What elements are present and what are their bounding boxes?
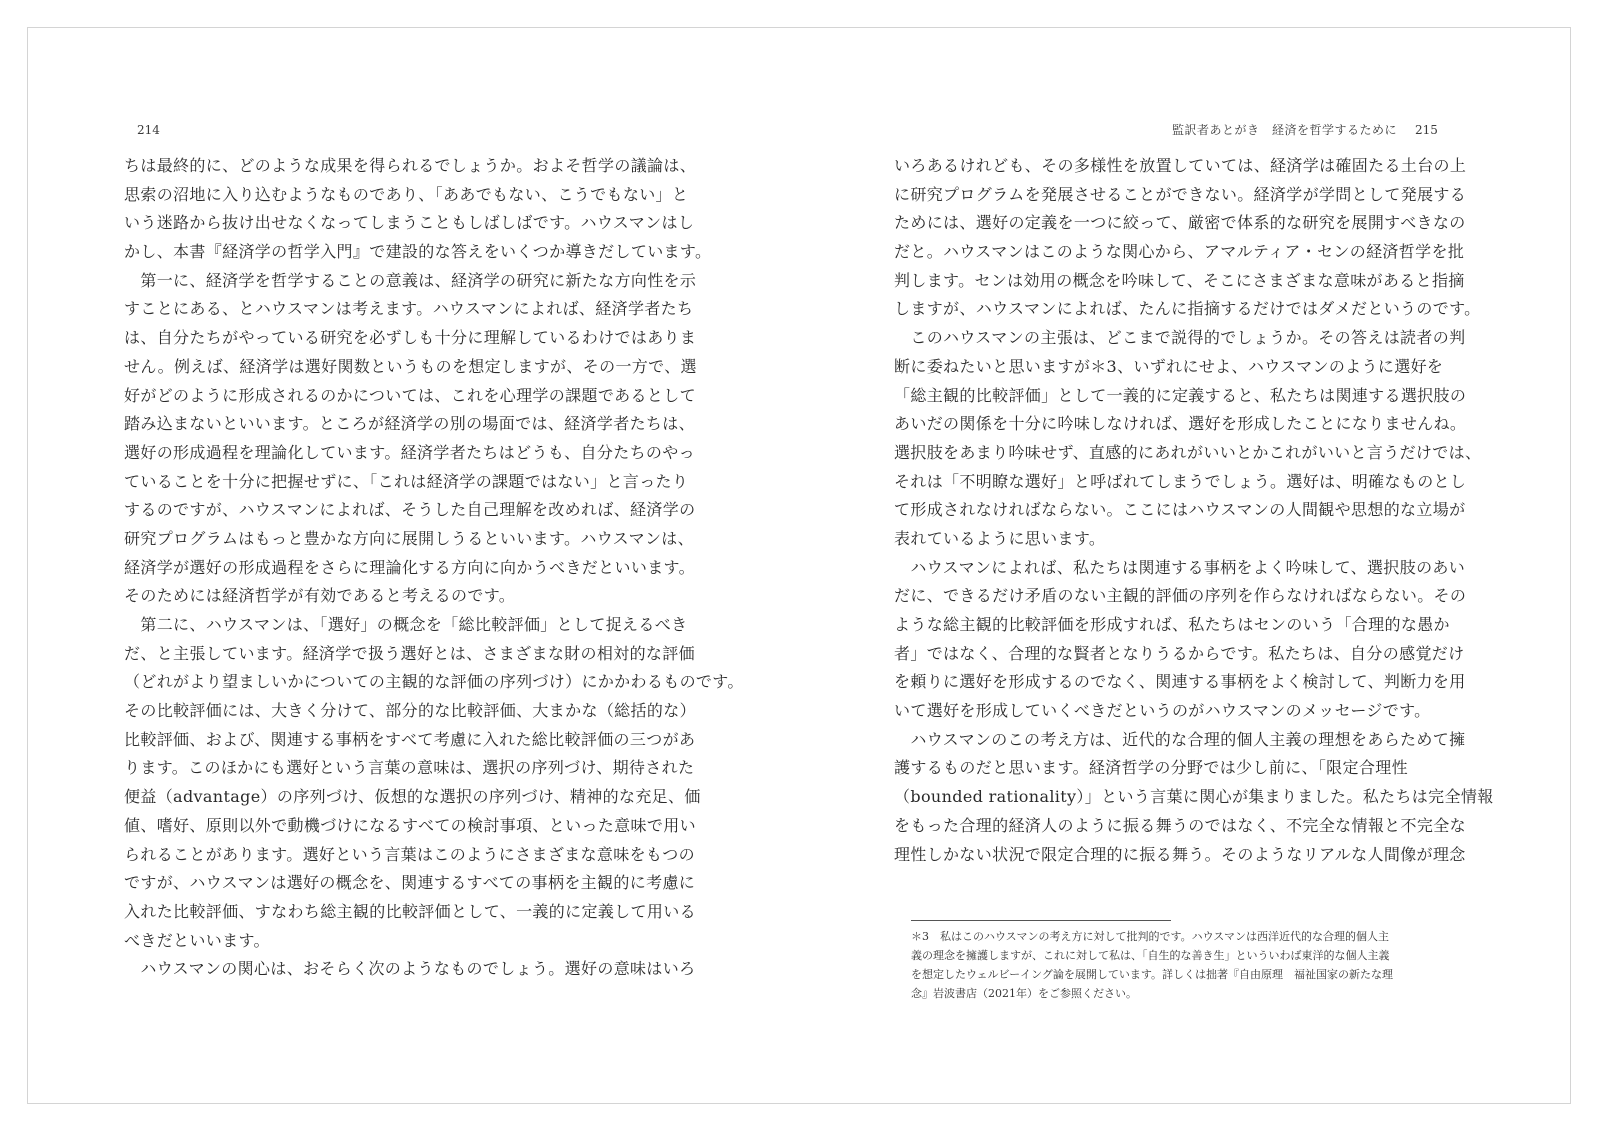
text-line: 便益（advantage）の序列づけ、仮想的な選択の序列づけ、精神的な充足、価 bbox=[124, 787, 701, 807]
text-line: 護するものだと思います。経済哲学の分野では少し前に、「限定合理性 bbox=[894, 758, 1408, 778]
text-line: だ、と主張しています。経済学で扱う選好とは、さまざまな財の相対的な評価 bbox=[124, 643, 695, 663]
text-line: いう迷路から抜け出せなくなってしまうこともしばしばです。ハウスマンはし bbox=[124, 213, 695, 233]
text-line: 第二に、ハウスマンは、「選好」の概念を「総比較評価」として捉えるべき bbox=[124, 615, 688, 634]
text-line: られることがあります。選好という言葉はこのようにさまざまな意味をもつの bbox=[124, 844, 695, 864]
text-line: あいだの関係を十分に吟味しなければ、選好を形成したことになりませんね。 bbox=[894, 414, 1467, 434]
text-line: 比較評価、および、関連する事柄をすべて考慮に入れた総比較評価の三つがあ bbox=[124, 729, 696, 749]
text-line: 判します。センは効用の概念を吟味して、そこにさまざまな意味があると指摘 bbox=[894, 270, 1465, 290]
text-line: それは「不明瞭な選好」と呼ばれてしまうでしょう。選好は、明確なものとし bbox=[894, 471, 1467, 491]
text-line: べきだといいます。 bbox=[124, 930, 270, 950]
page-number-right: 215 bbox=[1415, 123, 1438, 137]
text-line: （bounded rationality）」という言葉に関心が集まりました。私たちは完全情報 bbox=[894, 787, 1494, 807]
text-line: 思索の沼地に入り込むようなものであり、「ああでもない、こうでもない」と bbox=[124, 184, 689, 204]
text-line: ためには、選好の定義を一つに絞って、厳密で体系的な研究を展開すべきなの bbox=[894, 213, 1466, 233]
text-line: だと。ハウスマンはこのような関心から、アマルティア・センの経済哲学を批 bbox=[894, 242, 1465, 262]
text-line: せん。例えば、経済学は選好関数というものを想定しますが、その一方で、選 bbox=[124, 356, 697, 376]
text-line: 者」ではなく、合理的な賢者となりうるからです。私たちは、自分の感覚だけ bbox=[894, 643, 1465, 663]
text-line: いて選好を形成していくべきだというのがハウスマンのメッセージです。 bbox=[894, 701, 1431, 721]
text-line: いろあるけれども、その多様性を放置していては、経済学は確固たる土台の上 bbox=[894, 156, 1467, 175]
text-line: 踏み込まないといいます。ところが経済学の別の場面では、経済学者たちは、 bbox=[124, 414, 695, 434]
text-line: するのですが、ハウスマンによれば、そうした自己理解を改めれば、経済学の bbox=[124, 500, 696, 520]
text-line: 第一に、経済学を哲学することの意義は、経済学の研究に新たな方向性を示 bbox=[124, 270, 697, 290]
text-line: に研究プログラムを発展させることができない。経済学が学問として発展する bbox=[894, 184, 1467, 204]
text-line: ですが、ハウスマンは選好の概念を、関連するすべての事柄を主観的に考慮に bbox=[124, 873, 696, 893]
text-line: ハウスマンの関心は、おそらく次のようなものでしょう。選好の意味はいろ bbox=[124, 959, 696, 979]
text-line: 研究プログラムはもっと豊かな方向に展開しうるといいます。ハウスマンは、 bbox=[124, 528, 695, 548]
text-line: （どれがより望ましいかについての主観的な評価の序列づけ）にかかわるものです。 bbox=[124, 672, 744, 692]
text-line: 好がどのように形成されるのかについては、これを心理学の課題であるとして bbox=[124, 385, 696, 405]
text-line: ハウスマンのこの考え方は、近代的な合理的個人主義の理想をあらためて擁 bbox=[894, 729, 1466, 749]
text-line: 入れた比較評価、すなわち総主観的比較評価として、一義的に定義して用いる bbox=[124, 901, 696, 921]
text-line: 「総主観的比較評価」として一義的に定義すると、私たちは関連する選択肢の bbox=[894, 385, 1467, 405]
text-line: しますが、ハウスマンによれば、たんに指摘するだけではダメだというのです。 bbox=[894, 299, 1481, 319]
text-line: 断に委ねたいと思いますが＊3、いずれにせよ、ハウスマンのように選好を bbox=[894, 356, 1444, 376]
text-line: ハウスマンによれば、私たちは関連する事柄をよく吟味して、選択肢のあい bbox=[894, 557, 1466, 577]
text-line: 経済学が選好の形成過程をさらに理論化する方向に向かうべきだといいます。 bbox=[124, 557, 695, 577]
text-line: その比較評価には、大きく分けて、部分的な比較評価、大まかな（総括的な） bbox=[124, 701, 696, 721]
text-line: だに、できるだけ矛盾のない主観的評価の序列を作らなければならない。その bbox=[894, 586, 1467, 606]
page-number-left: 214 bbox=[137, 123, 160, 137]
text-line: を頼りに選好を形成するのでなく、関連する事柄をよく検討して、判断力を用 bbox=[894, 672, 1466, 692]
text-line: 選好の形成過程を理論化しています。経済学者たちはどうも、自分たちのやっ bbox=[124, 442, 695, 462]
footnote-line: 義の理念を擁護しますが、これに対して私は、「自生的な善き生」といういわば東洋的な個人主義 bbox=[911, 949, 1390, 962]
left-page-body bbox=[124, 152, 744, 984]
text-line: は、自分たちがやっている研究を必ずしも十分に理解しているわけではありま bbox=[124, 328, 697, 348]
right-page-body bbox=[894, 152, 1494, 869]
text-line: 選択肢をあまり吟味せず、直感的にあれがいいとかこれがいいと言うだけでは、 bbox=[894, 442, 1482, 462]
footnote-rule bbox=[911, 920, 1171, 921]
text-line: すことにある、とハウスマンは考えます。ハウスマンによれば、経済学者たち bbox=[124, 299, 694, 319]
text-line: ちは最終的に、どのような成果を得られるでしょうか。およそ哲学の議論は、 bbox=[124, 156, 697, 175]
text-line: ていることを十分に把握せずに、「これは経済学の課題ではない」と言ったり bbox=[124, 471, 689, 491]
footnote-line: ＊3 私はこのハウスマンの考え方に対して批判的です。ハウスマンは西洋近代的な合理的個人主 bbox=[911, 930, 1390, 943]
footnote bbox=[911, 927, 1471, 1003]
running-title: 監訳者あとがき 経済を哲学するために bbox=[1172, 123, 1398, 137]
text-line: このハウスマンの主張は、どこまで説得的でしょうか。その答えは読者の判 bbox=[894, 328, 1466, 348]
text-line: ような総主観的比較評価を形成すれば、私たちはセンのいう「合理的な愚か bbox=[894, 615, 1450, 634]
footnote-line: 念』岩波書店（2021年）をご参照ください。 bbox=[911, 987, 1137, 1000]
text-line: そのためには経済哲学が有効であると考えるのです。 bbox=[124, 586, 516, 606]
text-line: 表れているように思います。 bbox=[894, 528, 1106, 548]
text-line: て形成されなければならない。ここにはハウスマンの人間観や思想的な立場が bbox=[894, 500, 1466, 520]
text-line: かし、本書『経済学の哲学入門』で建設的な答えをいくつか導きだしています。 bbox=[124, 242, 712, 262]
footnote-line: を想定したウェルビーイング論を展開しています。詳しくは拙著『自由原理 福祉国家の新たな理 bbox=[911, 968, 1394, 981]
text-line: 値、嗜好、原則以外で動機づけになるすべての検討事項、といった意味で用い bbox=[124, 815, 696, 835]
text-line: ります。このほかにも選好という言葉の意味は、選択の序列づけ、期待された bbox=[124, 758, 695, 778]
text-line: をもった合理的経済人のように振る舞うのではなく、不完全な情報と不完全な bbox=[894, 815, 1466, 835]
text-line: 理性しかない状況で限定合理的に振る舞う。そのようなリアルな人間像が理念 bbox=[894, 844, 1466, 864]
